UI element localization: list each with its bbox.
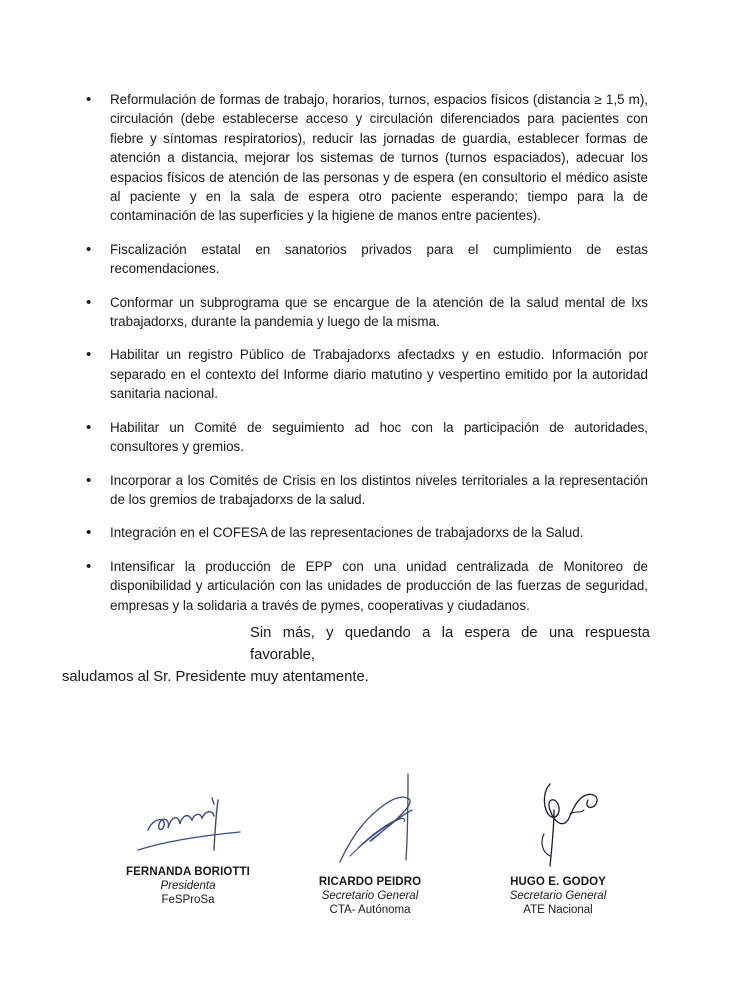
list-item: • Incorporar a los Comités de Crisis en los distintos niveles territoriales a la representación de los gremios de trabajadorxs de la salud. [86, 471, 648, 510]
list-item: • Intensificar la producción de EPP con una unidad centralizada de Monitoreo de disponibilidad y articulación con las unidades de producción de las fuerzas de seguridad, empresas y la solidaria a través de pymes, cooperativas y ciudadanos. [86, 557, 648, 615]
signatory-role: Secretario General [321, 890, 419, 902]
handwritten-signature-icon [488, 770, 628, 870]
list-item: • Fiscalización estatal en sanatorios privados para el cumplimiento de estas recomendaciones. [86, 240, 648, 279]
closing-paragraph [62, 622, 650, 688]
closing-line-1: Sin más, y quedando a la espera de una respuesta favorable, [250, 625, 650, 663]
list-item: • Reformulación de formas de trabajo, horarios, turnos, espacios físicos (distancia ≥ 1,5 m), circulación (debe establecerse acceso y circulación diferenciados para pacientes con fiebre y síntomas respiratorios), reducir las jornadas de guardia, establecer formas de atención a distancia, mejorar los sistemas de turnos (turnos espaciados), adecuar los espacios físicos de atención de las personas y de espera (en consultorio el médico asiste al paciente y en la sala de espera otro paciente esperando; tiempo para la de contaminación de las superficies y la higiene de manos entre pacientes). [86, 90, 648, 226]
list-item: • Habilitar un registro Público de Trabajadorxs afectadxs y en estudio. Información por separado en el contexto del Informe diario matutino y vespertino emitido por la autoridad sanitaria nacional. [86, 345, 648, 403]
signature-block-peidro [270, 770, 470, 916]
signature-block-boriotti [88, 770, 288, 906]
handwritten-signature-icon [300, 770, 440, 870]
signatory-name: HUGO E. GODOY [510, 876, 606, 888]
signatory-org: FeSProSa [161, 894, 215, 906]
signatory-name: RICARDO PEIDRO [318, 876, 422, 888]
list-item: • Integración en el COFESA de las representaciones de trabajadorxs de la Salud. [86, 523, 648, 542]
closing-line-2: saludamos al Sr. Presidente muy atentamente. [62, 669, 369, 685]
handwritten-signature-icon [118, 770, 258, 860]
signature-block-godoy [458, 770, 658, 916]
signatory-org: ATE Nacional [523, 904, 593, 916]
signatory-org: CTA- Autónoma [329, 904, 411, 916]
list-item: • Conformar un subprograma que se encargue de la atención de la salud mental de lxs trabajadorxs, durante la pandemia y luego de la misma. [86, 293, 648, 332]
signatory-name: FERNANDA BORIOTTI [126, 866, 250, 878]
signatory-role: Presidenta [160, 880, 216, 892]
recommendations-list [86, 90, 648, 629]
list-item: • Habilitar un Comité de seguimiento ad hoc con la participación de autoridades, consultores y gremios. [86, 418, 648, 457]
signatory-role: Secretario General [509, 890, 607, 902]
